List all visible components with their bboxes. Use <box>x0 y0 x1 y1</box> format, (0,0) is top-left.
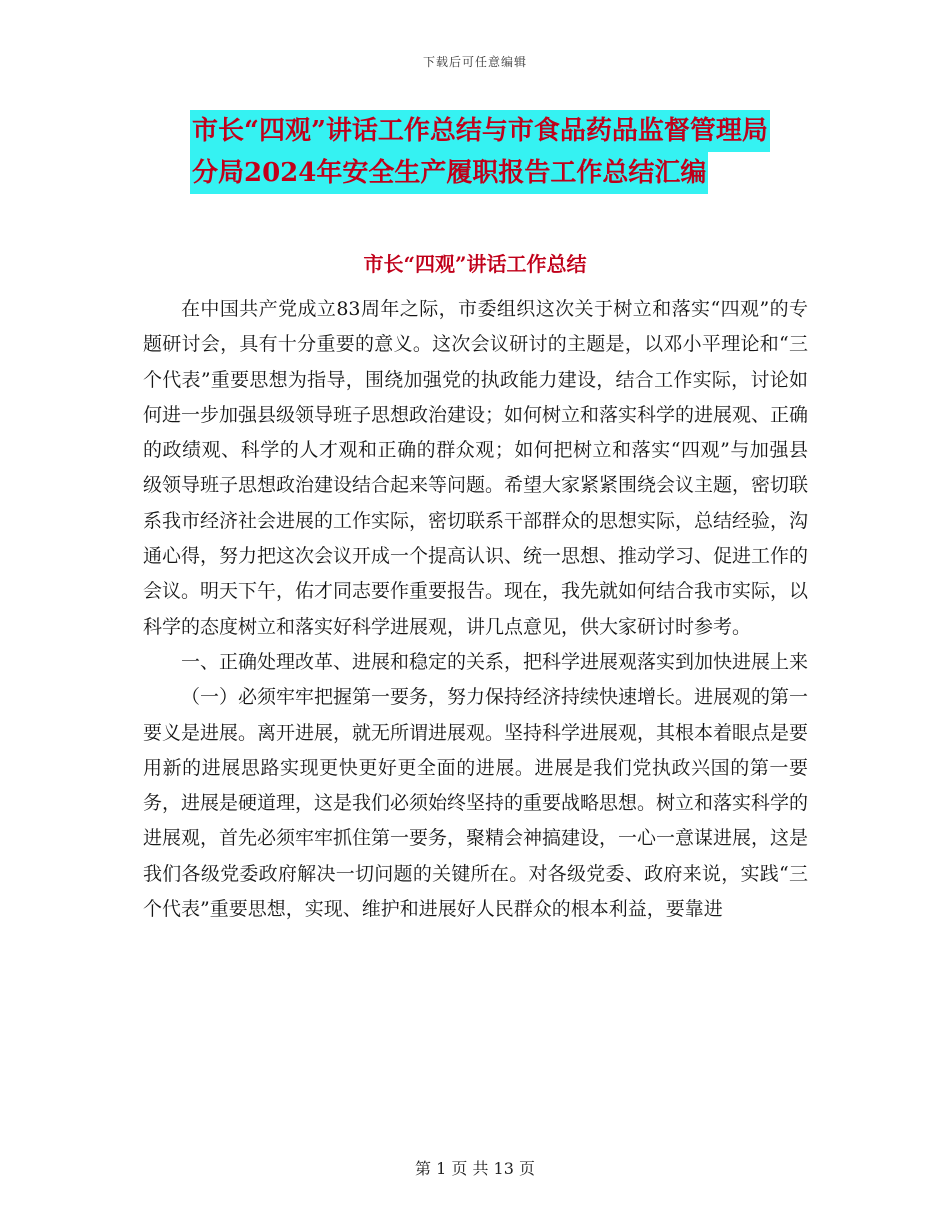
page-indicator: 第 1 页 共 13 页 <box>415 1159 535 1178</box>
document-body <box>143 292 808 927</box>
paragraph: 一、正确处理改革、进展和稳定的关系，把科学进展观落实到加快进展上来 <box>181 650 809 673</box>
title-line-2: 分局2024年安全生产履职报告工作总结汇编 <box>190 152 708 194</box>
header-note: 下载后可任意编辑 <box>422 55 527 69</box>
paragraph: 在中国共产党成立83周年之际，市委组织这次关于树立和落实“四观”的专题研讨会，具有十分重要的意义。这次会议研讨的主题是，以邓小平理论和“三个代表”重要思想为指导，围绕加强党的执政能力建设，结合工作实际，讨论如何进一步加强县级领导班子思想政治建设；如何树立和落实科学的进展观、正确的政绩观、科学的人才观和正确的群众观；如何把树立和落实“四观”与加强县级领导班子思想政治建设结合起来等问题。希望大家紧紧围绕会议主题，密切联系我市经济社会进展的工作实际，密切联系干部群众的思想实际，总结经验，沟通心得，努力把这次会议开成一个提高认识、统一思想、推动学习、促进工作的会议。明天下午，佑才同志要作重要报告。现在，我先就如何结合我市实际，以科学的态度树立和落实好科学进展观，讲几点意见，供大家研讨时参考。 <box>143 298 809 638</box>
paragraph: （一）必须牢牢把握第一要务，努力保持经济持续快速增长。进展观的第一要义是进展。离开进展，就无所谓进展观。坚持科学进展观，其根本着眼点是要用新的进展思路实现更快更好更全面的进展。进展是我们党执政兴国的第一要务，进展是硬道理，这是我们必须始终坚持的重要战略思想。树立和落实科学的进展观，首先必须牢牢抓住第一要务，聚精会神搞建设，一心一意谋进展，这是我们各级党委政府解决一切问题的关键所在。对各级党委、政府来说，实践“三个代表”重要思想，实现、维护和进展好人民群众的根本利益，要靠进 <box>143 686 809 921</box>
document-title <box>190 110 810 194</box>
title-line-1: 市长“四观”讲话工作总结与市食品药品监督管理局 <box>190 110 770 152</box>
section-title: 市长“四观”讲话工作总结 <box>363 252 587 276</box>
